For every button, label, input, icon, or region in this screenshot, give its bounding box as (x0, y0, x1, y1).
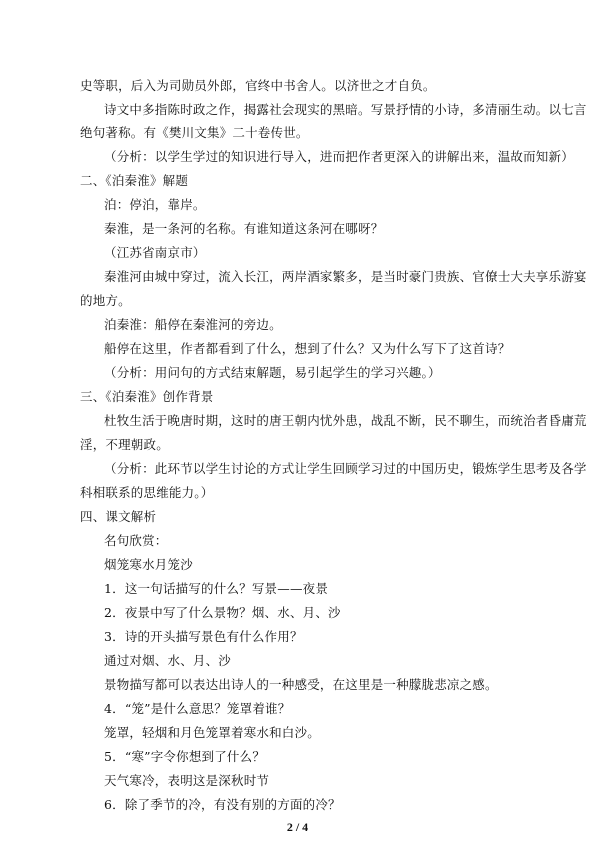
text-line: 秦淮河由城中穿过，流入长江，两岸酒家繁多，是当时豪门贵族、官僚士大夫享乐游宴 (104, 269, 587, 284)
question-line: 6．除了季节的冷，有没有别的方面的冷？ (104, 797, 341, 812)
analysis-note: （分析：以学生学过的知识进行导入，进而把作者更深入的讲解出来，温故而知新） (104, 149, 574, 164)
section-heading: 二、《泊秦淮》解题 (80, 173, 189, 188)
text-line: 通过对烟、水、月、沙 (104, 653, 232, 668)
text-line: 淫，不理朝政。 (80, 437, 169, 452)
text-line: 泊：停泊，靠岸。 (104, 197, 206, 212)
text-line: 泊秦淮：船停在秦淮河的旁边。 (104, 317, 282, 332)
text-line: 史等职，后入为司勋员外郎，官终中书舍人。以济世之才自负。 (80, 78, 436, 93)
poem-line: 烟笼寒水月笼沙 (104, 557, 193, 572)
section-heading: 三、《泊秦淮》创作背景 (80, 389, 214, 404)
text-line: 诗文中多指陈时政之作，揭露社会现实的黑暗。写景抒情的小诗，多清丽生动。以七言 (104, 102, 587, 117)
question-line: 4．“笼”是什么意思？笼罩着谁？ (104, 701, 291, 716)
text-line: 天气寒冷，表明这是深秋时节 (104, 773, 270, 788)
text-line: 景物描写都可以表达出诗人的一种感受，在这里是一种朦胧悲凉之感。 (104, 677, 498, 692)
question-line: 1．这一句话描写的什么？写景——夜景 (104, 581, 329, 596)
text-line: 名句欣赏： (104, 533, 168, 548)
text-line: 绝句著称。有《樊川文集》二十卷传世。 (80, 125, 309, 140)
question-line: 2．夜景中写了什么景物？烟、水、月、沙 (104, 605, 341, 620)
section-heading: 四、课文解析 (80, 509, 157, 524)
question-line: 5．“寒”字令你想到了什么？ (104, 749, 266, 764)
question-line: 3．诗的开头描写景色有什么作用？ (104, 629, 303, 644)
text-line: （江苏省南京市） (104, 245, 206, 260)
text-line: 船停在这里，作者都看到了什么，想到了什么？又为什么写下了这首诗？ (104, 341, 511, 356)
text-line: 秦淮，是一条河的名称。有谁知道这条河在哪呀？ (104, 221, 384, 236)
page-number: 2 / 4 (286, 820, 309, 834)
analysis-note: 科相联系的思维能力。） (80, 485, 214, 500)
text-line: 杜牧生活于晚唐时期，这时的唐王朝内忧外患，战乱不断，民不聊生，而统治者昏庸荒 (104, 413, 587, 428)
analysis-note: （分析：此环节以学生讨论的方式让学生回顾学习过的中国历史，锻炼学生思考及各学 (104, 461, 587, 476)
text-line: 的地方。 (80, 293, 131, 308)
text-line: 笼罩，轻烟和月色笼罩着寒水和白沙。 (104, 725, 320, 740)
analysis-note: （分析：用问句的方式结束解题，易引起学生的学习兴趣。） (104, 365, 441, 380)
